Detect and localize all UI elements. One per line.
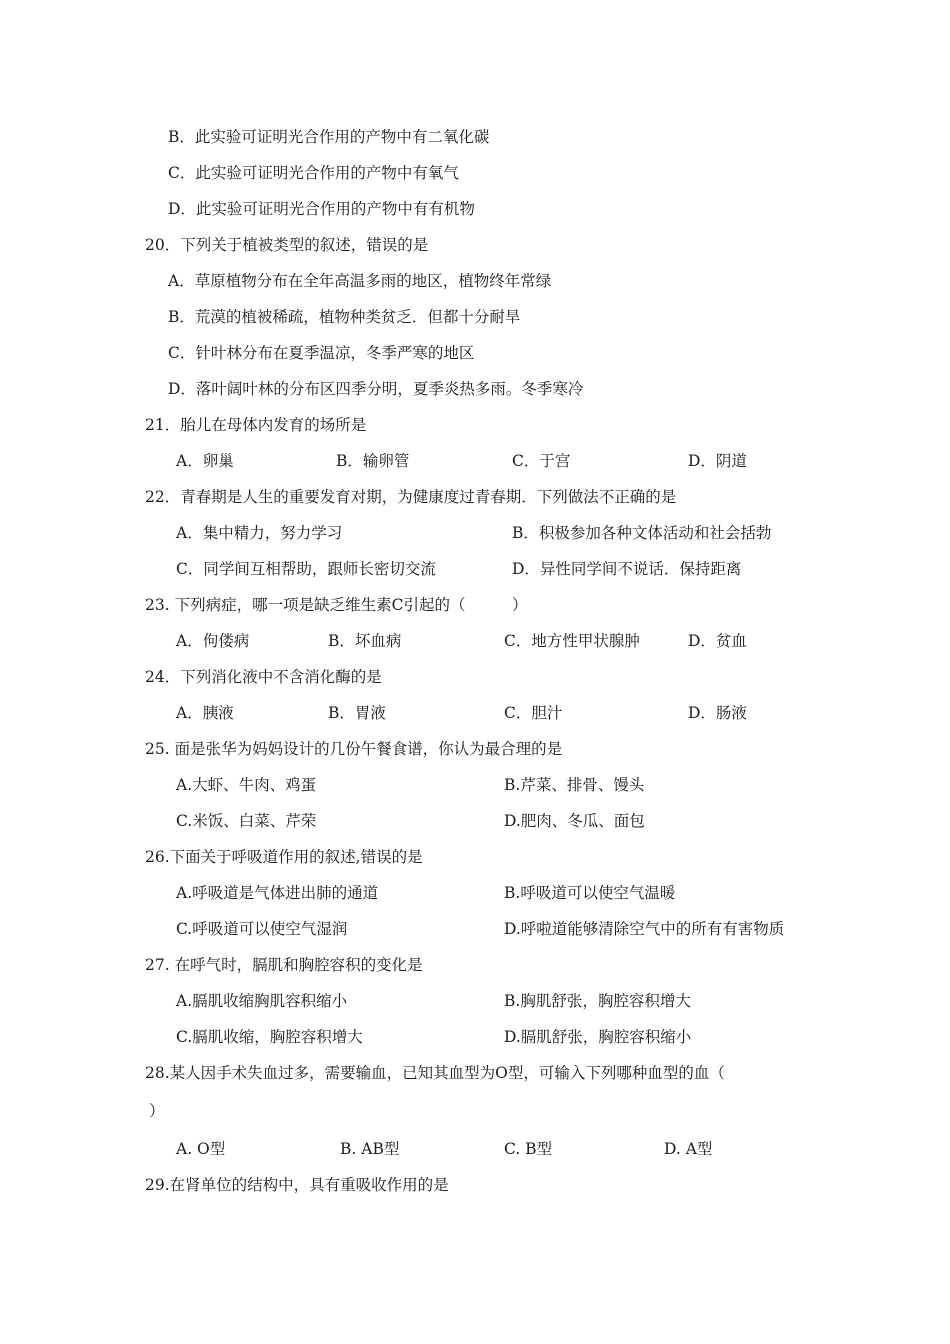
- q20-option-d: D．落叶阔叶林的分布区四季分明，夏季炎热多雨。冬季寒冷: [168, 380, 584, 398]
- q22-stem: 22．青春期是人生的重要发育对期，为健康度过青春期．下列做法不正确的是: [145, 488, 677, 506]
- q23-option-b: B．坏血病: [328, 632, 402, 650]
- q24-option-b: B．胃液: [328, 704, 386, 722]
- q28-option-b: B. AB型: [340, 1140, 400, 1158]
- q28-option-c: C. B型: [504, 1140, 553, 1158]
- q19-option-d: D．此实验可证明光合作用的产物中有有机物: [168, 200, 475, 218]
- q24-option-a: A．胰液: [176, 704, 234, 722]
- q21-stem: 21．胎儿在母体内发育的场所是: [145, 416, 367, 434]
- q28-option-d: D. A型: [664, 1140, 713, 1158]
- q25-option-b: B.芹菜、排骨、馒头: [504, 776, 645, 794]
- q26-option-d: D.呼啦道能够清除空气中的所有有害物质: [504, 920, 785, 938]
- q21-option-d: D．阴道: [688, 452, 747, 470]
- q21-option-c: C．于宫: [512, 452, 571, 470]
- q28-stem-continued: ）: [149, 1102, 165, 1120]
- q20-option-a: A．草原植物分布在全年高温多雨的地区，植物终年常绿: [168, 272, 552, 290]
- q26-option-c: C.呼吸道可以使空气湿润: [176, 920, 348, 938]
- q20-stem: 20．下列关于植被类型的叙述，错误的是: [145, 236, 429, 254]
- q21-option-a: A．卵巢: [176, 452, 234, 470]
- q28-stem: 28.某人因手术失血过多，需要输血，已知其血型为O型，可输入下列哪种血型的血（: [145, 1064, 725, 1082]
- q25-option-a: A.大虾、牛肉、鸡蛋: [176, 776, 317, 794]
- q24-stem: 24．下列消化液中不含消化酶的是: [145, 668, 382, 686]
- q20-option-b: B．荒漠的植被稀疏，植物种类贫乏．但都十分耐旱: [168, 308, 521, 326]
- q23-option-d: D．贫血: [688, 632, 747, 650]
- q22-option-d: D．异性同学间不说话．保持距离: [512, 560, 742, 578]
- q20-option-c: C．针叶林分布在夏季温凉，冬季严寒的地区: [168, 344, 475, 362]
- q25-stem: 25. 面是张华为妈妈设计的几份午餐食谱，你认为最合理的是: [145, 740, 563, 758]
- q27-option-c: C.膈肌收缩，胸腔容积增大: [176, 1028, 363, 1046]
- q26-stem: 26.下面关于呼吸道作用的叙述,错误的是: [145, 848, 423, 866]
- q23-option-a: A．佝偻病: [176, 632, 250, 650]
- q22-option-c: C．同学间互相帮助，跟师长密切交流: [176, 560, 436, 578]
- q24-option-c: C．胆汁: [504, 704, 563, 722]
- q28-option-a: A. O型: [176, 1140, 226, 1158]
- q27-option-d: D.膈肌舒张，胸腔容积缩小: [504, 1028, 692, 1046]
- q27-option-a: A.膈肌收缩胸肌容积缩小: [176, 992, 348, 1010]
- q22-option-b: B．积极参加各种文体活动和社会括勃: [512, 524, 772, 542]
- q23-stem: 23. 下列病症，哪一项是缺乏维生素C引起的（ ）: [145, 596, 528, 614]
- q21-option-b: B．输卵管: [336, 452, 410, 470]
- q25-option-c: C.米饭、白菜、芹荣: [176, 812, 317, 830]
- q19-option-c: C．此实验可证明光合作用的产物中有氧气: [168, 164, 459, 182]
- q19-option-b: B．此实验可证明光合作用的产物中有二氧化碳: [168, 128, 490, 146]
- q26-option-a: A.呼吸道是气体进出肺的通道: [176, 884, 379, 902]
- q29-stem: 29.在肾单位的结构中，具有重吸收作用的是: [145, 1176, 449, 1194]
- q25-option-d: D.肥肉、冬瓜、面包: [504, 812, 645, 830]
- q23-option-c: C．地方性甲状腺肿: [504, 632, 640, 650]
- q27-stem: 27. 在呼气时，膈肌和胸腔容积的变化是: [145, 956, 423, 974]
- q27-option-b: B.胸肌舒张，胸腔容积增大: [504, 992, 691, 1010]
- q22-option-a: A．集中精力，努力学习: [176, 524, 343, 542]
- q24-option-d: D．肠液: [688, 704, 747, 722]
- q26-option-b: B.呼吸道可以使空气温暖: [504, 884, 676, 902]
